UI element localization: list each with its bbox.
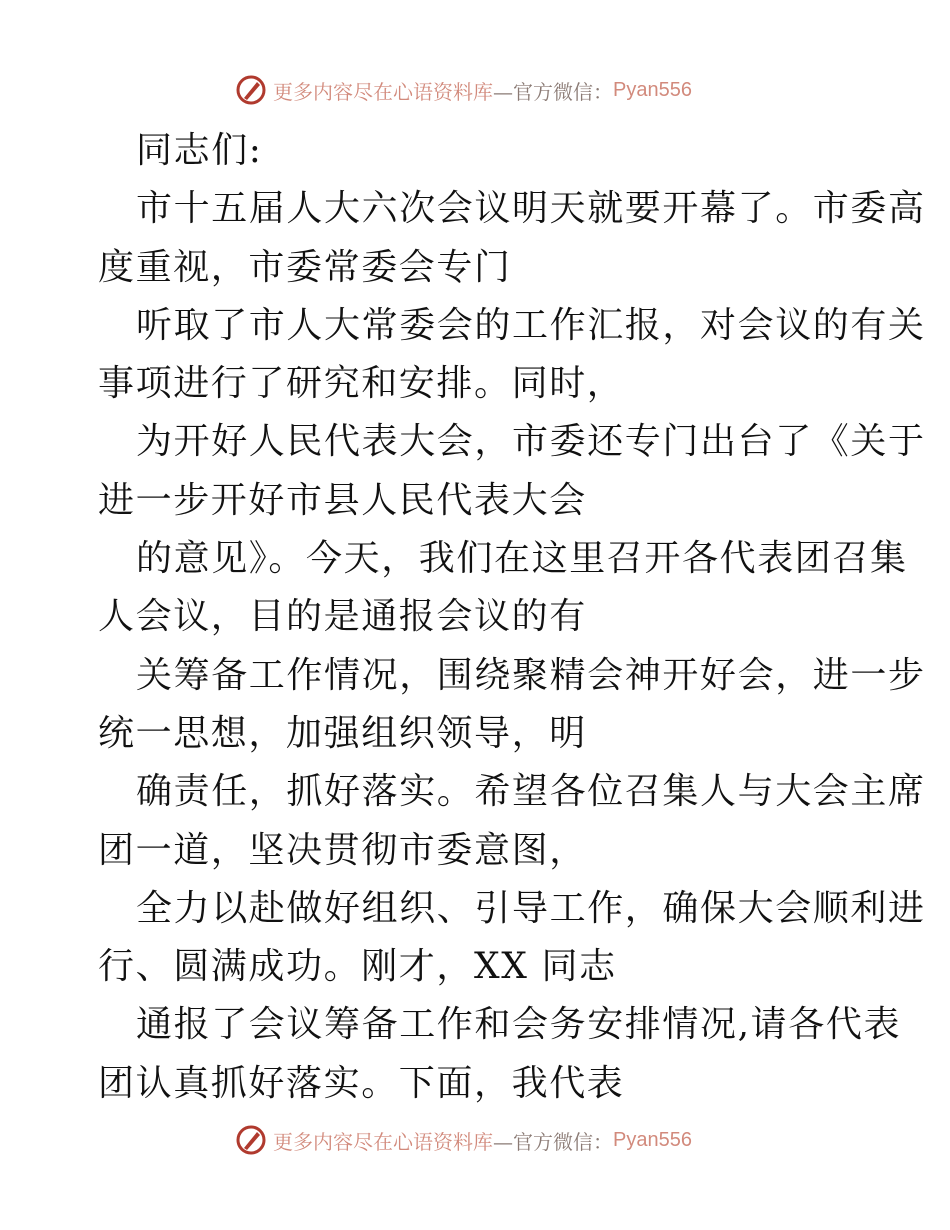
text-line: 市十五届人大六次会议明天就要开幕了。市委高 <box>136 188 926 230</box>
watermark-text: 更多内容尽在心语资料库 <box>273 79 493 104</box>
text-line: 事项进行了研究和安排。同时， <box>98 363 625 405</box>
text-line: 的意见》。今天，我们在这里召开各代表团召集 <box>136 538 908 580</box>
text-line: 团认真抓好落实。下面，我代表 <box>98 1062 625 1104</box>
pen-logo-icon <box>235 1124 267 1156</box>
text-line: 行、圆满成功。刚才，XX 同志 <box>98 946 617 988</box>
text-line: 通报了会议筹备工作和会务安排情况,请各代表 <box>136 1004 902 1046</box>
text-line: 关筹备工作情况，围绕聚精会神开好会，进一步 <box>136 654 926 696</box>
text-line: 团一道，坚决贯彻市委意图， <box>98 829 587 871</box>
footer-watermark <box>235 1122 692 1158</box>
watermark-text: 更多内容尽在心语资料库 <box>273 1129 493 1154</box>
text-line: 全力以赴做好组织、引导工作，确保大会顺利进 <box>136 887 926 929</box>
text-line: 确责任，抓好落实。希望各位召集人与大会主席 <box>136 771 926 813</box>
document-body <box>98 122 926 1113</box>
watermark-text: —官方微信： <box>493 1129 613 1154</box>
watermark-text: Pyan556 <box>613 1128 692 1151</box>
header-watermark <box>235 72 692 108</box>
text-line: 统一思想，加强组织领导，明 <box>98 712 587 754</box>
text-line: 进一步开好市县人民代表大会 <box>98 479 587 521</box>
text-line: 同志们: <box>136 130 263 171</box>
text-line: 度重视，市委常委会专门 <box>98 246 512 288</box>
pen-logo-icon <box>235 74 267 106</box>
watermark-text: Pyan556 <box>613 78 692 101</box>
text-line: 为开好人民代表大会，市委还专门出台了《关于 <box>136 421 926 463</box>
watermark-text: —官方微信： <box>493 79 613 104</box>
text-line: 人会议，目的是通报会议的有 <box>98 596 587 638</box>
text-line: 听取了市人大常委会的工作汇报，对会议的有关 <box>136 304 926 346</box>
